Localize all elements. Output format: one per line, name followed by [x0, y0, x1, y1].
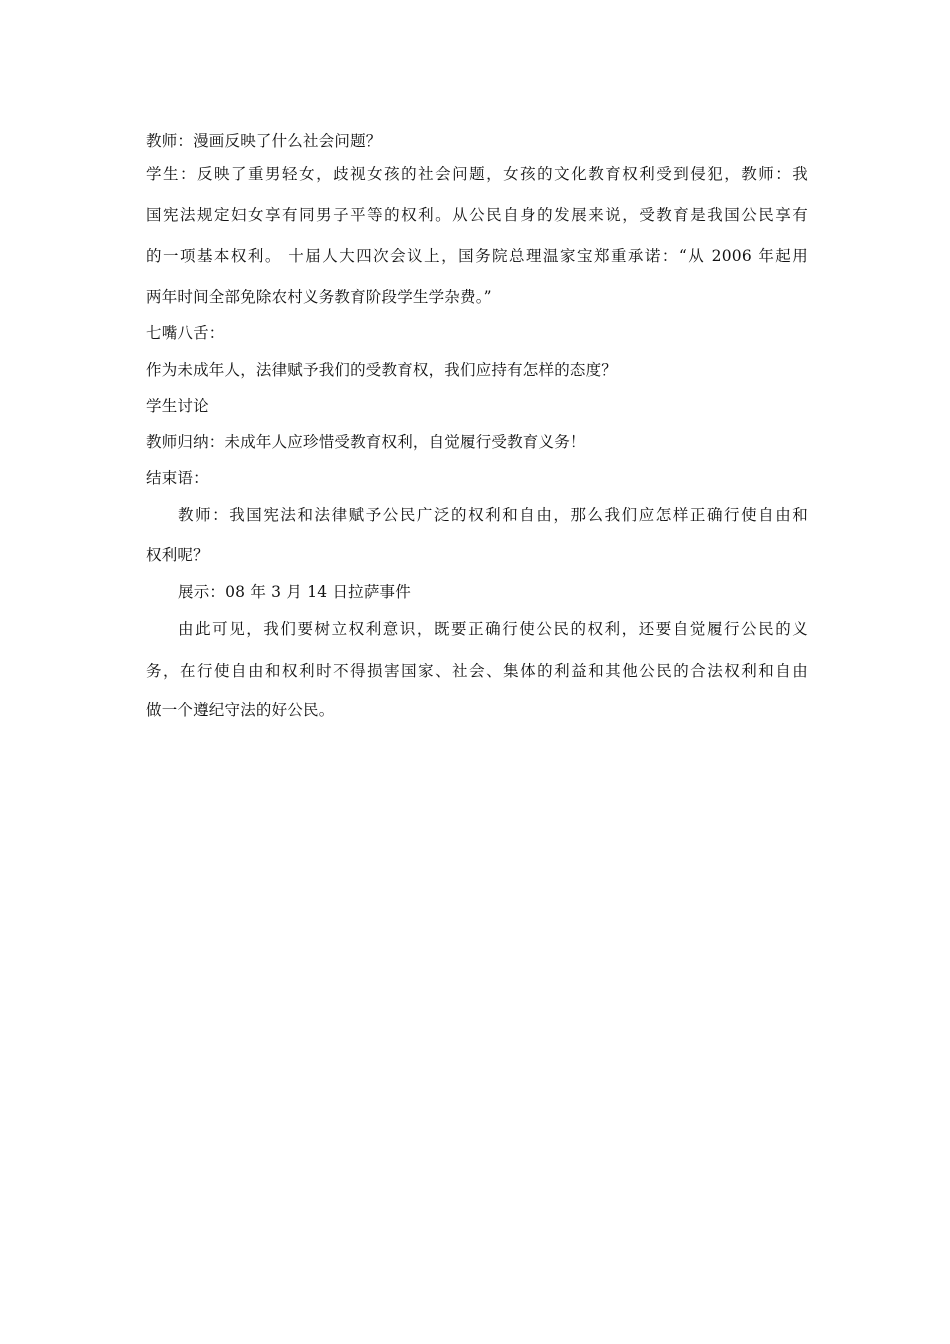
text-line-student-answer-1: 学生：反映了重男轻女，歧视女孩的社会问题，女孩的文化教育权利受到侵犯，教师：我: [146, 165, 808, 183]
text-line-student-discussion: 学生讨论: [146, 397, 209, 415]
text-line-conclusion-heading: 结束语：: [146, 469, 209, 487]
text-line-student-answer-4: 两年时间全部免除农村义务教育阶段学生学杂费。”: [146, 288, 492, 306]
text-line-discussion-heading: 七嘴八舌：: [146, 324, 225, 342]
text-line-display-event: 展示：08 年 3 月 14 日拉萨事件: [178, 583, 411, 601]
text-line-student-answer-3: 的一项基本权利。 十届人大四次会议上，国务院总理温家宝郑重承诺：“从 2006 年起用: [146, 247, 808, 265]
text-line-student-answer-2: 国宪法规定妇女享有同男子平等的权利。从公民自身的发展来说，受教育是我国公民享有: [146, 206, 808, 224]
text-line-conclusion-2: 权利呢？: [146, 546, 209, 564]
text-line-final-2: 务，在行使自由和权利时不得损害国家、社会、集体的利益和其他公民的合法权利和自由: [146, 662, 808, 680]
text-line-conclusion-1: 教师：我国宪法和法律赋予公民广泛的权利和自由，那么我们应怎样正确行使自由和: [178, 506, 808, 524]
text-line-discussion-question: 作为未成年人，法律赋予我们的受教育权，我们应持有怎样的态度？: [146, 361, 618, 379]
text-line-final-3: 做一个遵纪守法的好公民。: [146, 701, 335, 719]
text-line-final-1: 由此可见，我们要树立权利意识，既要正确行使公民的权利，还要自觉履行公民的义: [178, 620, 808, 638]
text-line-teacher-question: 教师：漫画反映了什么社会问题？: [146, 132, 382, 150]
text-line-teacher-summary: 教师归纳：未成年人应珍惜受教育权利，自觉履行受教育义务！: [146, 433, 586, 451]
